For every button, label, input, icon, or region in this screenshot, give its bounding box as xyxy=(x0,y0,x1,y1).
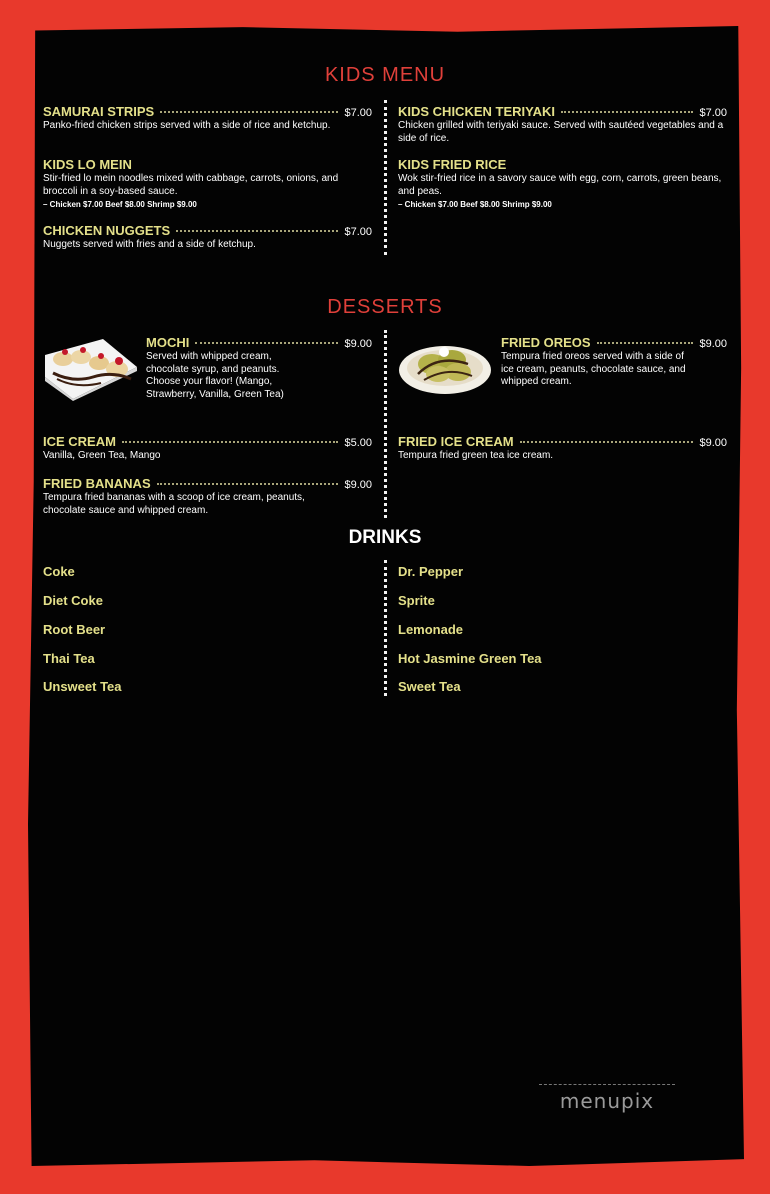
watermark-text: menupix xyxy=(559,1089,655,1113)
item-price: $9.00 xyxy=(344,479,372,491)
dot-leader xyxy=(561,111,693,113)
item-description: Chicken grilled with teriyaki sauce. Served with sautéed vegetables and a side of rice. xyxy=(398,120,724,144)
menu-item-kids-lo-mein xyxy=(43,157,372,209)
item-name: FRIED BANANAS xyxy=(43,476,151,491)
item-description: Tempura fried bananas with a scoop of ice cream, peanuts, chocolate sauce and whipped cream. xyxy=(43,492,305,516)
mochi-plate-image xyxy=(43,333,138,401)
item-description: Panko-fried chicken strips served with a side of rice and ketchup. xyxy=(43,120,331,131)
menu-item-chicken-nuggets xyxy=(43,223,372,252)
item-price-options: – Chicken $7.00 Beef $8.00 Shrimp $9.00 xyxy=(398,200,552,209)
item-price: $7.00 xyxy=(344,107,372,119)
item-description: Tempura fried green tea ice cream. xyxy=(398,450,554,461)
item-price-options: – Chicken $7.00 Beef $8.00 Shrimp $9.00 xyxy=(43,200,197,209)
item-description: Nuggets served with fries and a side of ketchup. xyxy=(43,239,256,250)
dot-leader xyxy=(520,441,694,443)
drink-item: Unsweet Tea xyxy=(43,679,122,694)
dot-leader xyxy=(160,111,338,113)
item-price: $9.00 xyxy=(344,338,372,350)
dot-leader xyxy=(176,230,338,232)
drink-item: Lemonade xyxy=(398,622,464,637)
item-price: $7.00 xyxy=(699,107,727,119)
drink-item: Root Beer xyxy=(43,622,106,637)
desserts-title: DESSERTS xyxy=(327,296,443,318)
drink-item: Sweet Tea xyxy=(398,679,461,694)
dot-leader xyxy=(157,483,339,485)
item-name: SAMURAI STRIPS xyxy=(43,104,155,119)
item-description: Stir-fried lo mein noodles mixed with cabbage, carrots, onions, and broccoli in a soy-based sauce. xyxy=(43,173,339,197)
item-name: KIDS FRIED RICE xyxy=(398,157,507,172)
menu-item-mochi xyxy=(146,335,372,401)
item-name: CHICKEN NUGGETS xyxy=(43,223,171,238)
drink-item: Coke xyxy=(43,564,75,579)
drink-item: Diet Coke xyxy=(43,593,103,608)
menu-item-fried-bananas xyxy=(43,476,372,517)
item-name: KIDS CHICKEN TERIYAKI xyxy=(398,104,555,119)
menu-item-kids-fried-rice xyxy=(398,157,727,209)
drinks-title: DRINKS xyxy=(348,527,422,548)
item-name: MOCHI xyxy=(146,335,190,350)
menu-item-fried-ice-cream xyxy=(398,434,727,463)
menu-item-kids-chicken-teriyaki xyxy=(398,104,727,145)
drink-item: Sprite xyxy=(398,593,435,608)
item-price: $7.00 xyxy=(344,226,372,238)
item-name: KIDS LO MEIN xyxy=(43,157,132,172)
drink-item: Thai Tea xyxy=(43,651,95,666)
item-name: ICE CREAM xyxy=(43,434,116,449)
item-description: Vanilla, Green Tea, Mango xyxy=(43,450,161,461)
item-price: $5.00 xyxy=(344,437,372,449)
kids-menu-title: KIDS MENU xyxy=(324,64,446,86)
watermark-rule xyxy=(539,1084,675,1085)
item-price: $9.00 xyxy=(699,338,727,350)
item-description: Tempura fried oreos served with a side of ice cream, peanuts, chocolate sauce, and whipped cream. xyxy=(501,351,686,387)
menu-item-ice-cream xyxy=(43,434,372,463)
menu-item-fried-oreos xyxy=(501,335,727,389)
fried-oreos-plate-image xyxy=(398,334,492,398)
item-name: FRIED ICE CREAM xyxy=(398,434,514,449)
drinks-column-divider xyxy=(384,560,387,696)
desserts-column-divider xyxy=(384,330,387,518)
dot-leader xyxy=(195,342,338,344)
drink-item: Dr. Pepper xyxy=(398,564,464,579)
item-name: FRIED OREOS xyxy=(501,335,591,350)
dot-leader xyxy=(597,342,694,344)
item-description: Wok stir-fried rice in a savory sauce with egg, corn, carrots, green beans, and peas. xyxy=(398,173,722,197)
drink-item: Hot Jasmine Green Tea xyxy=(398,651,542,666)
item-price: $9.00 xyxy=(699,437,727,449)
menupix-watermark xyxy=(532,1084,682,1113)
kids-column-divider xyxy=(384,100,387,255)
dot-leader xyxy=(122,441,339,443)
item-description: Served with whipped cream, chocolate syrup, and peanuts. Choose your flavor! (Mango, Strawberry, Vanilla, Green Tea) xyxy=(146,351,284,400)
menu-item-samurai-strips xyxy=(43,104,372,133)
